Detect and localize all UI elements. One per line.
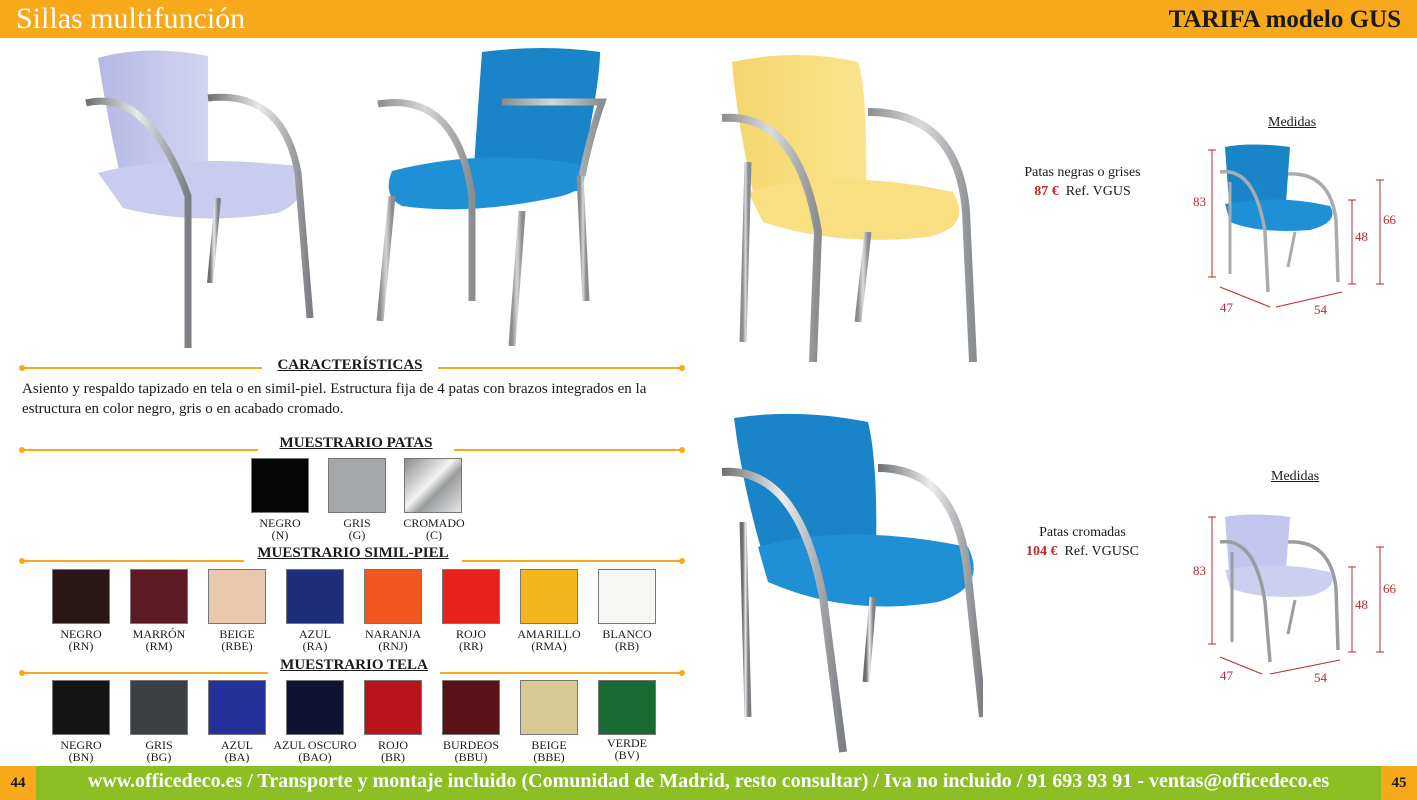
legs-label-negro: NEGRO (N)	[259, 516, 301, 542]
leather-label-beige: BEIGE (RBE)	[219, 627, 255, 653]
leather-swatch-rojo[interactable]	[442, 569, 500, 624]
fabric-swatch-verde[interactable]	[598, 680, 656, 735]
leather-swatch-beige[interactable]	[208, 569, 266, 624]
leather-label-azul: AZUL (RA)	[299, 627, 331, 653]
model-vgusc-dimension-drawing	[1190, 512, 1400, 687]
model-vgus-dim-seat: 48	[1355, 229, 1368, 244]
model-vgusc-dim-depth: 47	[1220, 668, 1233, 683]
legs-swatch-negro[interactable]	[251, 458, 309, 513]
fabric-swatch-burdeos[interactable]	[442, 680, 500, 735]
model-vgusc-dim-height: 83	[1193, 563, 1206, 578]
model-vgus-price: 87 €	[1034, 184, 1059, 199]
characteristics-title: CARACTERÍSTICAS	[262, 357, 438, 374]
model-vgus-dim-arm: 66	[1383, 212, 1396, 227]
model-vgusc-dim-width: 54	[1314, 670, 1327, 685]
fabric-label-gris: GRIS (BG)	[145, 738, 173, 764]
model-vgus-info	[1000, 163, 1165, 201]
leather-samples-title: MUESTRARIO SIMIL-PIEL	[244, 545, 462, 562]
model-vgusc-medidas-title: Medidas	[1271, 469, 1320, 484]
model-vgusc-dim-arm: 66	[1383, 581, 1396, 596]
fabric-label-rojo: ROJO (BR)	[377, 738, 408, 764]
page-title: Sillas multifunción	[16, 2, 246, 35]
fabric-swatch-beige[interactable]	[520, 680, 578, 735]
model-vgus-medidas-title: Medidas	[1268, 115, 1317, 130]
fabric-swatch-azul[interactable]	[208, 680, 266, 735]
legs-samples-title: MUESTRARIO PATAS	[258, 435, 454, 452]
chair-photo-blue-grey	[372, 46, 612, 351]
chair-photo-lilac-chrome	[78, 48, 328, 353]
legs-swatch-gris[interactable]	[328, 458, 386, 513]
leather-label-negro: NEGRO (RN)	[60, 627, 102, 653]
legs-label-gris: GRIS (G)	[343, 516, 371, 542]
fabric-label-verde: VERDE (BV)	[607, 736, 647, 762]
leather-swatch-azul[interactable]	[286, 569, 344, 624]
model-vgus-ref: Ref. VGUS	[1065, 184, 1131, 199]
model-vgus-dimension-drawing	[1190, 142, 1400, 322]
leather-label-amarillo: AMARILLO (RMA)	[517, 627, 581, 653]
model-vgusc-ref: Ref. VGUSC	[1064, 544, 1139, 559]
fabric-swatch-azul-oscuro[interactable]	[286, 680, 344, 735]
leather-label-rojo: ROJO (RR)	[455, 627, 486, 653]
fabric-swatch-gris[interactable]	[130, 680, 188, 735]
leather-swatch-blanco[interactable]	[598, 569, 656, 624]
leather-swatch-amarillo[interactable]	[520, 569, 578, 624]
leather-swatch-negro[interactable]	[52, 569, 110, 624]
model-vgus-dim-width: 54	[1314, 302, 1327, 317]
legs-label-cromado: CROMADO (C)	[403, 516, 465, 542]
fabric-swatch-negro[interactable]	[52, 680, 110, 735]
model-vgusc-dim-seat: 48	[1355, 597, 1368, 612]
fabric-swatch-rojo[interactable]	[364, 680, 422, 735]
fabric-label-azul-oscuro: AZUL OSCURO (BAO)	[273, 738, 357, 764]
fabric-label-azul: AZUL (BA)	[221, 738, 253, 764]
fabric-label-negro: NEGRO (BN)	[60, 738, 102, 764]
fabric-samples-title: MUESTRARIO TELA	[268, 657, 440, 674]
characteristics-text: Asiento y respaldo tapizado en tela o en simil-piel. Estructura fija de 4 patas con brazos integrados en la estructura en color negro, gris o en acabado cromado.	[22, 381, 647, 417]
leather-label-blanco: BLANCO (RB)	[602, 627, 652, 653]
leather-swatch-naranja[interactable]	[364, 569, 422, 624]
model-vgus-legs: Patas negras o grises	[1024, 165, 1141, 180]
page-number-right: 45	[1381, 766, 1417, 800]
fabric-label-beige: BEIGE (BBE)	[531, 738, 567, 764]
fabric-label-burdeos: BURDEOS (BBU)	[442, 738, 499, 764]
leather-swatch-marron[interactable]	[130, 569, 188, 624]
chair-photo-yellow-grey	[718, 52, 983, 392]
model-vgus-dim-depth: 47	[1220, 300, 1233, 315]
model-vgus-dim-height: 83	[1193, 194, 1206, 209]
leather-label-naranja: NARANJA (RNJ)	[364, 627, 421, 653]
footer-bar	[0, 766, 1417, 800]
header-bar	[0, 0, 1417, 38]
legs-swatch-cromado[interactable]	[404, 458, 462, 513]
model-vgusc-info	[1000, 523, 1165, 561]
model-vgusc-price: 104 €	[1026, 544, 1058, 559]
pricelist-title: TARIFA modelo GUS	[1168, 6, 1401, 33]
model-vgusc-legs: Patas cromadas	[1039, 525, 1126, 540]
chair-photo-blue-chrome	[718, 412, 983, 757]
leather-label-marron: MARRÓN (RM)	[132, 627, 186, 653]
footer-contact-text[interactable]: www.officedeco.es / Transporte y montaje incluido (Comunidad de Madrid, resto consultar) / Iva no incluido / 91 693 93 91 - ventas@officedeco.es	[87, 770, 1330, 792]
page-number-left: 44	[0, 766, 36, 800]
